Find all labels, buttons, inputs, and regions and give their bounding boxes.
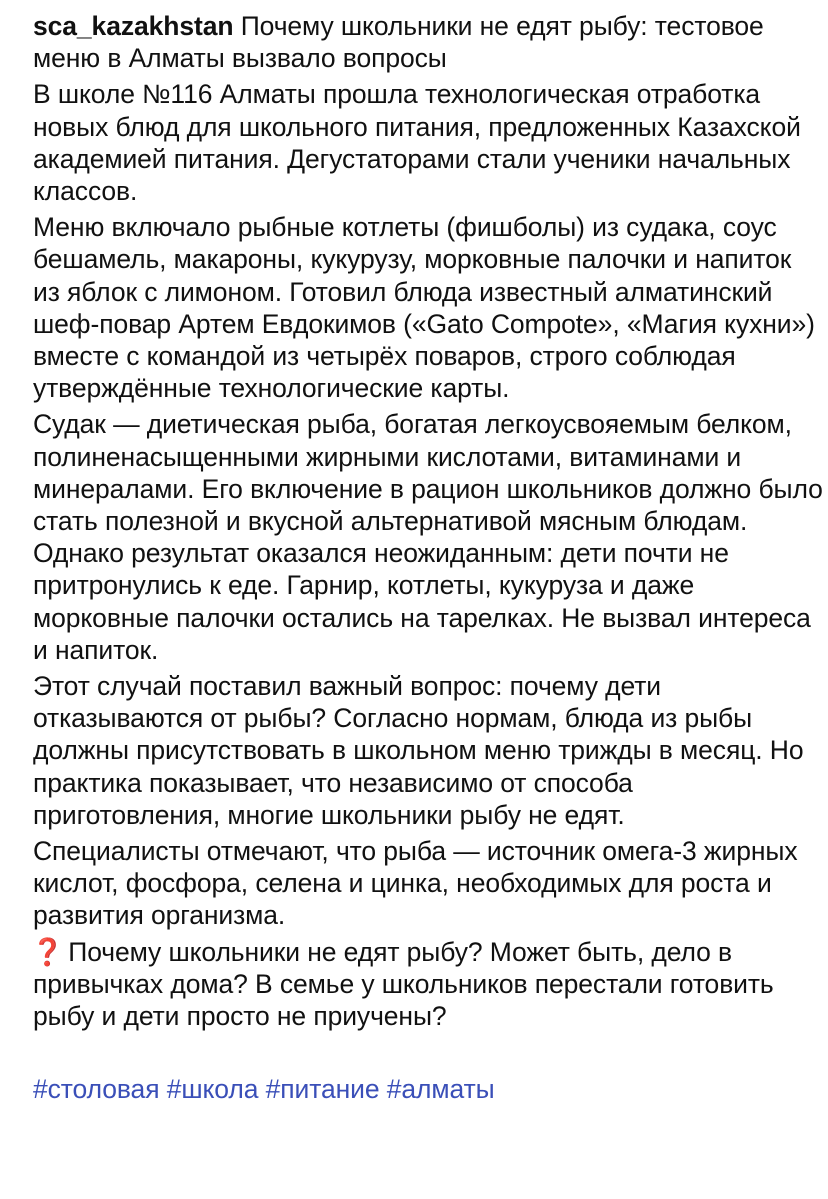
paragraph-result: Судак — диетическая рыба, богатая легкоусвояемым белком, полиненасыщенными жирными кислотами, витаминами и минералами. Его включение в рацион школьников должно было стать полезной и вкусной альтернативой мясным блюдам. Однако результат оказался неожиданным: дети почти не притронулись к еде. Гарнир, котлеты, кукуруза и даже морковные палочки остались на тарелках. Не вызвал интереса и напиток. (33, 409, 823, 665)
paragraph-specialists: Специалисты отмечают, что рыба — источник омега-3 жирных кислот, фосфора, селена и цинка, необходимых для роста и развития организма. (33, 836, 798, 931)
hashtag-list (33, 1073, 823, 1105)
hashtag-shkola[interactable]: #школа (166, 1074, 259, 1105)
caption-header (33, 10, 823, 74)
hashtag-almaty[interactable]: #алматы (386, 1074, 495, 1105)
hashtag-stolovaya[interactable]: #столовая (33, 1074, 160, 1105)
closing-question-text: Почему школьники не едят рыбу? Может быть, дело в привычках дома? В семье у школьников перестали готовить рыбу и дети просто не приучены? (33, 936, 774, 1032)
paragraph-intro: В школе №116 Алматы прошла технологическая отработка новых блюд для школьного питания, предложенных Казахской академией питания. Дегустаторами стали ученики начальных классов. (33, 79, 801, 207)
post-caption (33, 10, 823, 1110)
paragraph-question: Этот случай поставил важный вопрос: почему дети отказываются от рыбы? Согласно нормам, блюда из рыбы должны присутствовать в школьном меню трижды в месяц. Но практика показывает, что независимо от способа приготовления, многие школьники рыбу не едят. (33, 671, 804, 830)
post-title: Почему школьники не едят рыбу: тестовое меню в Алматы вызвало вопросы (33, 11, 764, 74)
paragraph-closing-question (33, 936, 823, 1033)
red-question-mark-icon: ❓ (31, 936, 64, 967)
hashtag-pitanie[interactable]: #питание (265, 1074, 380, 1105)
username-link[interactable]: sca_kazakhstan (33, 11, 234, 41)
paragraph-menu: Меню включало рыбные котлеты (фишболы) из судака, соус бешамель, макароны, кукурузу, морковные палочки и напиток из яблок с лимоном. Готовил блюда известный алматинский шеф-повар Артем Евдокимов («Gato Compote», «Магия кухни») вместе с командой из четырёх поваров, строго соблюдая утверждённые технологические карты. (33, 212, 815, 404)
